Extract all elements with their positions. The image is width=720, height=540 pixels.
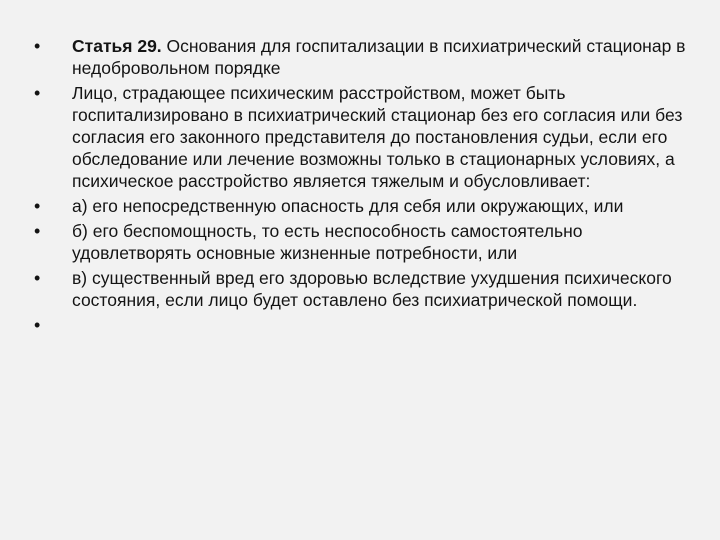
article-number: Статья 29. <box>72 36 162 56</box>
item-text: а) его непосредственную опасность для себя или окружающих, или <box>72 196 624 216</box>
bullet-icon: • <box>34 196 41 216</box>
bullet-icon: • <box>34 36 41 56</box>
list-item-empty <box>34 314 694 336</box>
item-text: Лицо, страдающее психическим расстройством, может быть госпитализировано в психиатрический стационар без его согласия или без согласия его законного представителя до постановления судьи, если его обследование или лечение возможны только в стационарных условиях, а психическое расстройство является тяжелым и обусловливает: <box>72 83 683 191</box>
bullet-list <box>34 35 694 339</box>
list-item-main-clause <box>34 82 694 192</box>
article-heading: Основания для госпитализации в психиатрический стационар в недобровольном порядке <box>72 36 686 78</box>
list-item-article-title <box>34 35 694 79</box>
bullet-icon: • <box>34 221 41 241</box>
list-item-clause-c <box>34 267 694 311</box>
bullet-icon: • <box>34 315 41 335</box>
bullet-icon: • <box>34 83 41 103</box>
item-text: в) существенный вред его здоровью вследствие ухудшения психического состояния, если лицо будет оставлено без психиатрической помощи. <box>72 268 672 310</box>
list-item-clause-a <box>34 195 694 217</box>
list-item-clause-b <box>34 220 694 264</box>
item-text <box>72 35 694 79</box>
bullet-icon: • <box>34 268 41 288</box>
item-text: б) его беспомощность, то есть неспособность самостоятельно удовлетворять основные жизненные потребности, или <box>72 221 583 263</box>
